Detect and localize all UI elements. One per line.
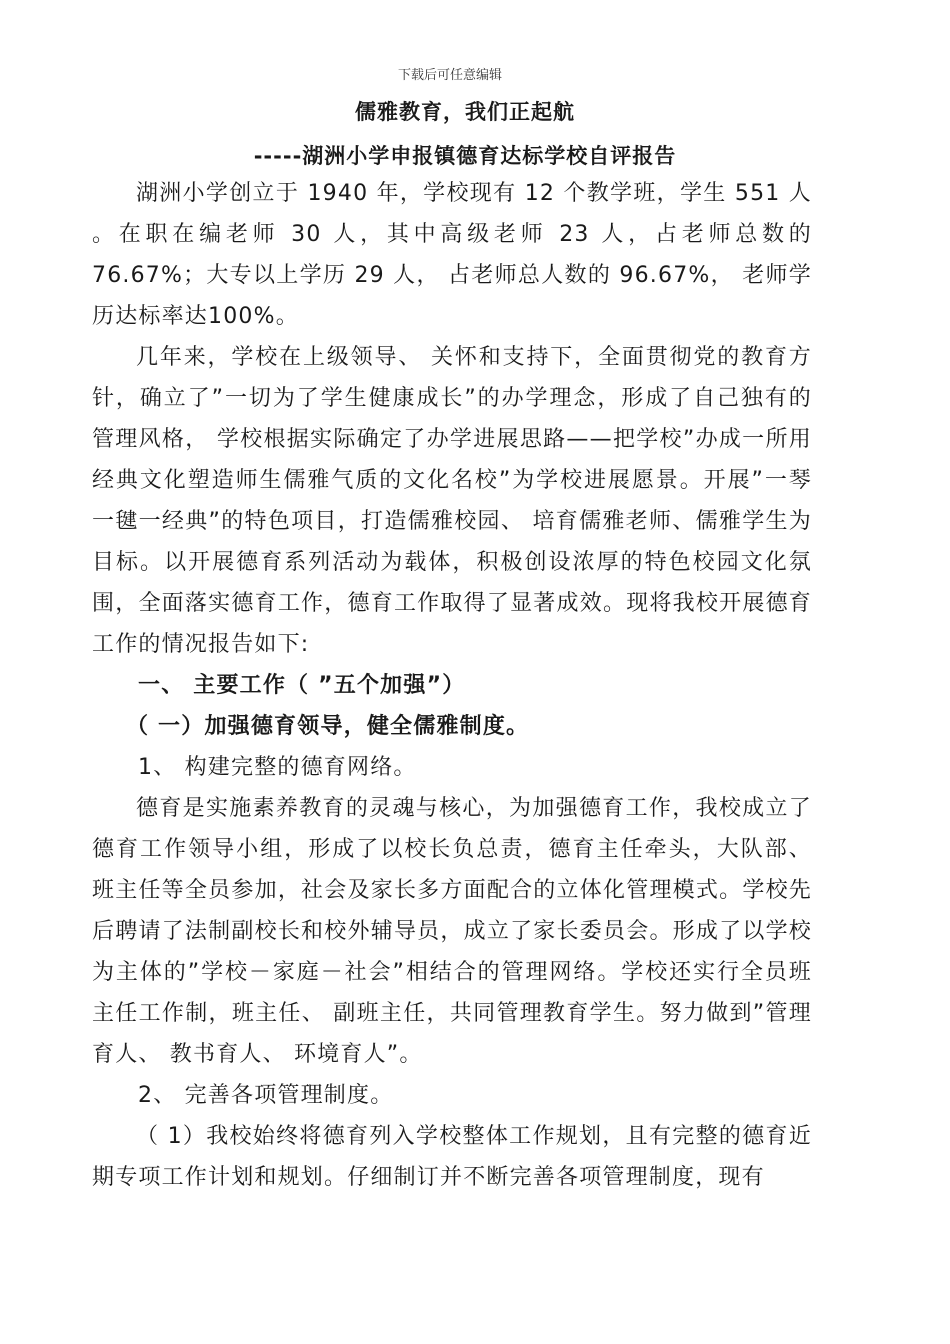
item-heading-rules: 2、 完善各项管理制度。 <box>138 1083 394 1108</box>
page-subtitle: -----湖洲小学申报镇德育达标学校自评报告 <box>253 144 677 168</box>
subsection-heading-leadership: （ 一）加强德育领导，健全儒雅制度。 <box>126 714 530 739</box>
paragraph-network: 德育是实施素养教育的灵魂与核心，为加强德育工作，我校成立了德育工作领导小组，形成了以校长负总责，德育主任牵头，大队部、 班主任等全员参加，社会及家长多方面配合的立体化管理模式。学校先后聘请了法制副校长和校外辅导员，成立了家长委员会。形成了以学校为主体的”学校－家庭－社会”相结合的管理网络。学校还实行全员班主任工作制，班主任、 副班主任，共同管理教育学生。努力做到”管理育人、 教书育人、 环境育人”。 <box>92 796 812 1067</box>
page-title: 儒雅教育，我们正起航 <box>355 100 575 124</box>
paragraph-development: 几年来，学校在上级领导、 关怀和支持下，全面贯彻党的教育方针，确立了”一切为了学生健康成长”的办学理念，形成了自己独有的管理风格， 学校根据实际确定了办学进展思路——把学校”办成一所用经典文化塑造师生儒雅气质的文化名校”为学校进展愿景。开展”一琴一毽一经典”的特色项目，打造儒雅校园、 培育儒雅老师、儒雅学生为目标。以开展德育系列活动为载体，积极创设浓厚的特色校园文化氛围，全面落实德育工作，德育工作取得了显著成效。现将我校开展德育工作的情况报告如下: <box>92 345 812 657</box>
paragraph-school-overview: 湖洲小学创立于 1940 年，学校现有 12 个教学班，学生 551 人 。在职在编老师 30 人，其中高级老师 23 人，占老师总数的 76.67%；大专以上学历 29 人， 占老师总人数的 96.67%， 老师学历达标率达100%。 <box>92 181 812 329</box>
section-heading-main-work: 一、 主要工作（ ”五个加强”） <box>138 673 466 698</box>
header-note: 下载后可任意编辑 <box>397 68 502 83</box>
document-body <box>92 173 812 1198</box>
paragraph-rules: （ 1）我校始终将德育列入学校整体工作规划，且有完整的德育近期专项工作计划和规划。仔细制订并不断完善各项管理制度，现有 <box>92 1124 812 1190</box>
item-heading-network: 1、 构建完整的德育网络。 <box>138 755 417 780</box>
